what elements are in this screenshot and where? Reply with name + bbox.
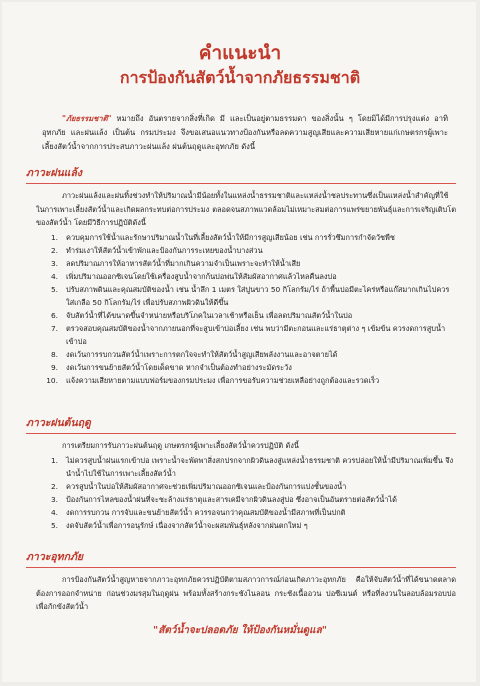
- section-flood: [26, 548, 456, 614]
- list-item: 4. เพิ่มปริมาณออกซิเจนโดยใช้เครื่องสูบน้ำจากก้นบ่อพ่นให้สัมผัสอากาศแล้วไหลคืนลงบ่อ: [50, 271, 337, 281]
- section-drought: [26, 164, 456, 387]
- list-item: 1. ควบคุมการใช้น้ำและรักษาปริมาณน้ำในที่เลี้ยงสัตว์น้ำให้มีการสูญเสียน้อย เช่น การรั่วซึมการกำจัดวัชพืช: [50, 232, 395, 242]
- list-item: 4. งดการรบกวน การจับและขนย้ายสัตว์น้ำ ควรรอจนกว่าคุณสมบัติของน้ำมีสภาพที่เป็นปกติ: [50, 507, 346, 517]
- section-heading-flood: ภาวะอุทกภัย: [26, 548, 456, 568]
- intro-text: หมายถึง อันตรายจากสิ่งที่เกิด มี และเป็นอยู่ตามธรรมดา ของสิ่งนั้น ๆ โดยมิได้มีการปรุงแต่ง อาทิ อุทกภัย และฝนแล้ง เป็นต้น กรมประมง จึงขอเสนอแนวทางป้องกันหรือลดความสูญเสียและความเสียหายแก่เกษตรกรผู้เพาะเลี้ยงสัตว์น้ำจากการประสบภาวะฝนแล้ง ฝนต้นฤดูและอุทกภัย ดังนี้: [42, 114, 448, 151]
- list-item: 3. ป้องกันการไหลของน้ำฝนที่จะชะล้างแร่ธาตุและสารเคมีจากผิวดินลงสู่บ่อ ซึ่งอาจเป็นอันตรายต่อสัตว์น้ำได้: [50, 494, 397, 504]
- list-item: 2. ทำร่มเงาให้สัตว์น้ำเข้าพักและป้องกันการระเหยของน้ำบางส่วน: [50, 245, 263, 255]
- section-heading-early-rain: ภาวะฝนต้นฤดู: [26, 414, 456, 434]
- intro-paragraph: [42, 112, 448, 154]
- section-intro-drought: ภาวะฝนแล้งและฝนทิ้งช่วงทำให้ปริมาณน้ำมีน้อยทั้งในแหล่งน้ำธรรมชาติและแหล่งน้ำชลประทานซึ่งเป็นแหล่งน้ำสำคัญที่ใช้ในการเพาะเลี้ยงสัตว์น้ำและเกิดผลกระทบต่อการประมง ตลอดจนสภาพแวดล้อมไม่เหมาะสมต่อการแพร่ขยายพันธุ์และการเจริญเติบโตของสัตว์น้ำ โดยมีวิธีการปฏิบัติดังนี้: [36, 191, 456, 227]
- page-subtitle: การป้องกันสัตว์น้ำจากภัยธรรมชาติ: [119, 68, 361, 87]
- list-item: 2. ควรสูบน้ำในบ่อให้สัมผัสอากาศจะช่วยเพิ่มปริมาณออกซิเจนและป้องกันการแบ่งชั้นของน้ำ: [50, 481, 347, 491]
- list-item: 9. งดเว้นการขนย้ายสัตว์น้ำโดยเด็ดขาด หากจำเป็นต้องทำอย่างระมัดระวัง: [50, 362, 292, 372]
- intro-term: "ภัยธรรมชาติ": [62, 114, 112, 123]
- list-item: 3. ลดปริมาณการให้อาหารสัตว์น้ำที่มากเกินความจำเป็นเพราะจะทำให้น้ำเสีย: [50, 258, 301, 268]
- list-item: 6. จับสัตว์น้ำที่ได้ขนาดขึ้นจำหน่ายหรือบริโภคในเวลาเช้าหรือเย็น เพื่อลดปริมาณสัตว์น้ำในบ่อ: [50, 310, 353, 320]
- page-title: คำแนะนำ: [198, 42, 282, 64]
- section-early-rain: [26, 414, 456, 532]
- section-heading-drought: ภาวะฝนแล้ง: [26, 164, 456, 184]
- section-intro-early-rain: การเตรียมการรับภาวะฝนต้นฤดู เกษตรกรผู้เพาะเลี้ยงสัตว์น้ำควรปฏิบัติ ดังนี้: [62, 441, 299, 450]
- slogan: "สัตว์น้ำจะปลอดภัย ให้ป้องกันหมั่นดูแล": [153, 625, 327, 636]
- list-item: 1. ไม่ควรสูบน้ำฝนแรกเข้าบ่อ เพราะน้ำจะพัดพาสิ่งสกปรกจากผิวดินลงสู่แหล่งน้ำธรรมชาติ ควรปล่อยให้น้ำมีปริมาณเพิ่มขึ้น จึงนำน้ำไปใช้ในการเพาะเลี้ยงสัตว์น้ำ: [50, 455, 454, 478]
- section-intro-flood: การป้องกันสัตว์น้ำสูญหายจากภาวะอุทกภัยควรปฏิบัติตามสภาวการณ์ก่อนเกิดภาวะอุทกภัย คือให้จับสัตว์น้ำที่ได้ขนาดตลาดต้องการออกจำหน่าย ก่อนช่วงมรสุมในฤดูฝน พร้อมทั้งสร้างกระชังไนลอน กระชังเนื้ออวน บ่อซีเมนต์ หรือที่ลงวนในลอบล้อมรอบบ่อ เพื่อกักขังสัตว์น้ำ: [36, 575, 456, 611]
- list-item: 7. ตรวจสอบคุณสมบัติของน้ำจากภายนอกที่จะสูบเข้าบ่อเลี้ยง เช่น พบว่ามีตะกอนและแร่ธาตุต่าง ๆ เข้มข้น ควรงดการสูบน้ำเข้าบ่อ: [50, 323, 446, 346]
- early-rain-list: [26, 454, 456, 532]
- list-item: 8. งดเว้นการรบกวนสัตว์น้ำเพราะการตกใจจะทำให้สัตว์น้ำสูญเสียพลังงานและอาจตายได้: [50, 349, 338, 359]
- list-item: 10. แจ้งความเสียหายตามแบบฟอร์มของกรมประมง เพื่อการขอรับความช่วยเหลือย่างถูกต้องและรวดเร็ว: [46, 375, 380, 385]
- list-item: 5. งดจับสัตว์น้ำเพื่อการอนุรักษ์ เนื่องจากสัตว์น้ำจะผสมพันธุ์หลังจากฝนตกใหม่ ๆ: [50, 520, 308, 530]
- list-item: 5. ปรับสภาพดินและคุณสมบัติของน้ำ เช่น น้ำลึก 1 เมตร ใส่ปูนขาว 50 กิโลกรัม/ไร่ ถ้าพื้นบ่อมีตะไคร่หรือแก๊สมากเกินไปควรใส่เกลือ 50 กิโลกรัม/ไร่ เพื่อปรับสภาพผิวดินให้ดีขึ้น: [50, 284, 450, 307]
- drought-list: [26, 231, 456, 387]
